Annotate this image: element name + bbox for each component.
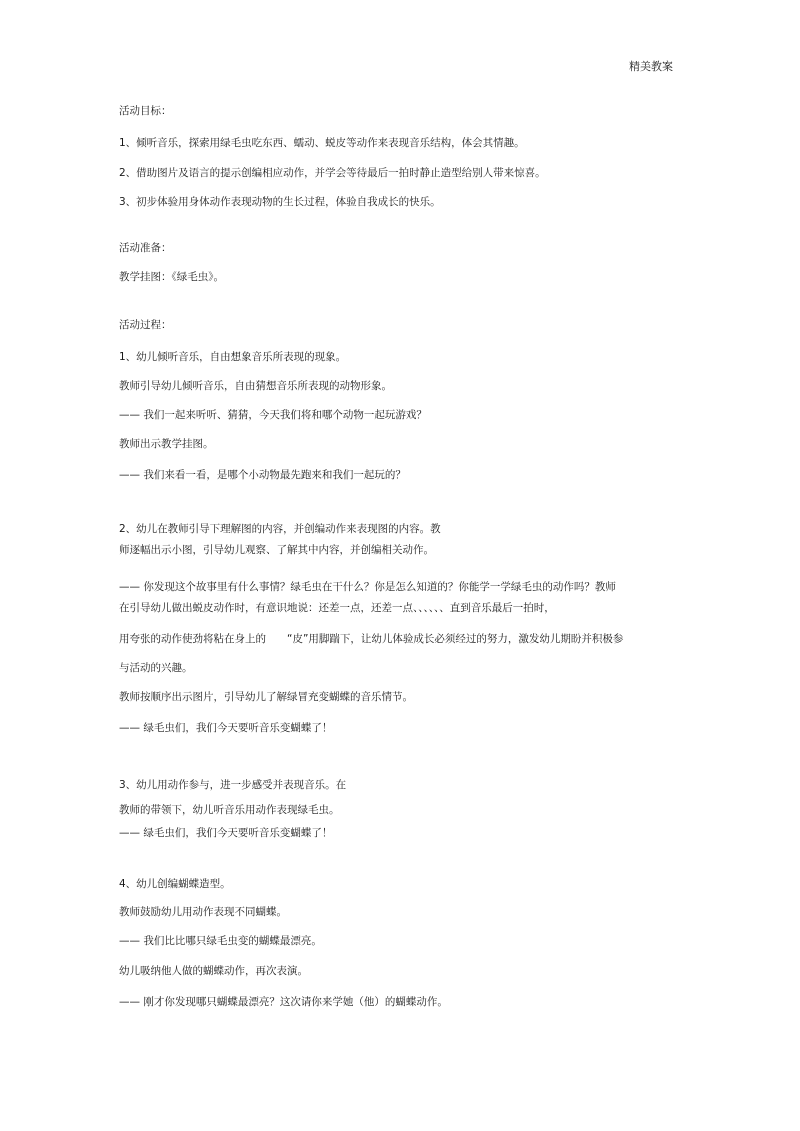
paragraph: 教师出示教学挂图。	[119, 438, 214, 450]
heading-objectives: 活动目标：	[119, 105, 172, 117]
paragraph: 教师引导幼儿倾听音乐，自由猜想音乐所表现的动物形象。	[119, 380, 392, 392]
paragraph: 1、幼儿倾听音乐，自由想象音乐所表现的现象。	[119, 351, 347, 363]
paragraph: 教师的带领下，幼儿听音乐用动作表现绿毛虫。	[119, 804, 340, 816]
paragraph: 3、初步体验用身体动作表现动物的生长过程，体验自我成长的快乐。	[119, 196, 441, 208]
paragraph: —— 我们来看一看，是哪个小动物最先跑来和我们一起玩的？	[119, 469, 406, 481]
paragraph: —— 绿毛虫们，我们今天要听音乐变蝴蝶了！	[119, 722, 333, 734]
paragraph: —— 我们一起来听听、猜猜，今天我们将和哪个动物一起玩游戏？	[119, 409, 427, 421]
paragraph: 与活动的兴趣。	[119, 662, 193, 674]
paragraph: 师逐幅出示小图，引导幼儿观察、了解其中内容，并创编相关动作。	[119, 544, 434, 556]
paragraph: 幼儿吸纳他人做的蝴蝶动作，再次表演。	[119, 965, 308, 977]
page-header: 精美教案	[629, 60, 673, 73]
paragraph: 3、幼儿用动作参与，进一步感受并表现音乐。在	[119, 779, 347, 791]
paragraph: 4、幼儿创编蝴蝶造型。	[119, 878, 231, 890]
paragraph: —— 绿毛虫们，我们今天要听音乐变蝴蝶了！	[119, 827, 333, 839]
paragraph: 在引导幼儿做出蜕皮动作时，有意识地说：还差一点，还差一点、、、、、、直到音乐最后一拍时，	[119, 602, 555, 614]
paragraph: 1、倾听音乐，探索用绿毛虫吃东西、蠕动、蜕皮等动作来表现音乐结构，体会其情趣。	[119, 137, 525, 149]
paragraph: —— 我们比比哪只绿毛虫变的蝴蝶最漂亮。	[119, 935, 322, 947]
paragraph: —— 你发现这个故事里有什么事情？绿毛虫在干什么？你是怎么知道的？你能学一学绿毛虫的动作吗？教师	[119, 581, 616, 593]
paragraph: 教师按顺序出示图片，引导幼儿了解绿冒充变蝴蝶的音乐情节。	[119, 691, 413, 703]
paragraph: 2、幼儿在教师引导下理解图的内容，并创编动作来表现图的内容。教	[119, 523, 441, 535]
paragraph: 教师鼓励幼儿用动作表现不同蝴蝶。	[119, 906, 287, 918]
heading-preparation: 活动准备：	[119, 242, 172, 254]
heading-process: 活动过程：	[119, 319, 172, 331]
paragraph: 用夸张的动作使劲将粘在身上的 “皮”用脚踹下，让幼儿体验成长必须经过的努力，激发幼儿期盼并积极参	[119, 633, 624, 645]
paragraph: —— 刚才你发现哪只蝴蝶最漂亮？这次请你来学她（他）的蝴蝶动作。	[119, 996, 448, 1008]
paragraph: 2、借助图片及语言的提示创编相应动作，并学会等待最后一拍时静止造型给别人带来惊喜。	[119, 167, 546, 179]
paragraph: 教学挂图：《绿毛虫》。	[119, 271, 224, 283]
